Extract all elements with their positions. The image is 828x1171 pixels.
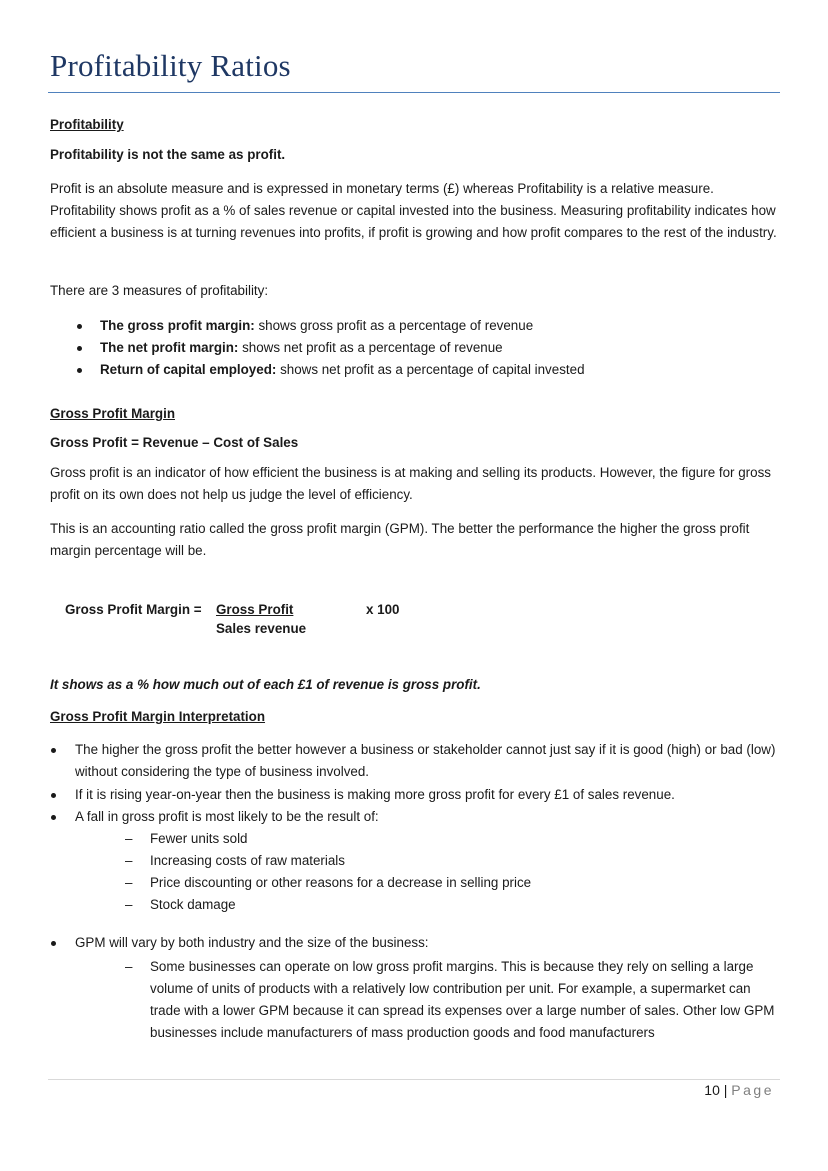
sub-list-item: Fewer units sold [150, 831, 248, 846]
gpm-paragraph-1: Gross profit is an indicator of how efficient the business is at making and selling its products. However, the figure for gross profit on its own does not help us judge the level of efficiency. [50, 465, 771, 502]
sub-list-item: Some businesses can operate on low gross profit margins. This is because they rely on selling a large volume of units of products with a relatively low contribution per unit. For example, a supermarket can trade with a lower GPM because it can spread its expenses over a large number of sales. Other low GPM businesses include manufacturers of mass production goods and food manufacturers [150, 959, 775, 1040]
dash-icon: – [125, 853, 133, 868]
list-item [100, 337, 780, 359]
measure-desc: shows net profit as a percentage of capital invested [276, 362, 585, 377]
measures-intro: There are 3 measures of profitability: [50, 283, 269, 298]
measure-desc: shows gross profit as a percentage of revenue [254, 318, 534, 333]
bullet-icon [51, 941, 56, 946]
section-heading-profitability: Profitability [50, 117, 124, 132]
measure-term: The net profit margin: [100, 340, 239, 355]
measures-list [100, 315, 780, 381]
bullet-icon [77, 368, 82, 373]
page-number: 10 [704, 1082, 720, 1098]
bullet-icon [51, 748, 56, 753]
list-item: The higher the gross profit the better however a business or stakeholder cannot just say if it is good (high) or bad (low) without considering the type of business involved. [75, 742, 776, 779]
formula-multiplier: x 100 [366, 602, 400, 617]
title-underline [48, 92, 780, 93]
section-heading-interpretation: Gross Profit Margin Interpretation [50, 709, 266, 724]
bullet-icon [77, 346, 82, 351]
page-title: Profitability Ratios [50, 48, 291, 83]
gpm-note: It shows as a % how much out of each £1 of revenue is gross profit. [50, 677, 481, 692]
page-label: Page [731, 1082, 774, 1098]
list-item [100, 315, 780, 337]
formula-denominator: Sales revenue [216, 621, 307, 636]
section-heading-gpm: Gross Profit Margin [50, 406, 175, 421]
dash-icon: – [125, 831, 133, 846]
gross-profit-formula-line: Gross Profit = Revenue – Cost of Sales [50, 435, 299, 450]
measure-term: The gross profit margin: [100, 318, 255, 333]
bullet-icon [77, 324, 82, 329]
profitability-subheading: Profitability is not the same as profit. [50, 147, 286, 162]
sub-list-item: Stock damage [150, 897, 236, 912]
measure-term: Return of capital employed: [100, 362, 277, 377]
formula-numerator: Gross Profit [216, 602, 294, 617]
measure-desc: shows net profit as a percentage of revenue [238, 340, 503, 355]
footer-separator: | [723, 1082, 728, 1098]
list-item: GPM will vary by both industry and the size of the business: [75, 935, 429, 950]
bullet-icon [51, 793, 56, 798]
profitability-paragraph: Profit is an absolute measure and is expressed in monetary terms (£) whereas Profitability is a relative measure. Profitability shows profit as a % of sales revenue or capital invested into the business. Measuring profitability indicates how efficient a business is at turning revenues into profits, if profit is growing and how profit compares to the rest of the industry. [50, 181, 777, 240]
gpm-paragraph-2: This is an accounting ratio called the gross profit margin (GPM). The better the performance the higher the gross profit margin percentage will be. [50, 521, 750, 558]
footer-divider [48, 1079, 780, 1080]
dash-icon: – [125, 875, 133, 890]
dash-icon: – [125, 959, 133, 974]
page-footer [704, 1082, 774, 1098]
list-item [100, 359, 780, 381]
list-item: A fall in gross profit is most likely to be the result of: [75, 809, 379, 824]
bullet-icon [51, 815, 56, 820]
dash-icon: – [125, 897, 133, 912]
sub-list-item: Increasing costs of raw materials [150, 853, 345, 868]
sub-list-item: Price discounting or other reasons for a decrease in selling price [150, 875, 532, 890]
list-item: If it is rising year-on-year then the business is making more gross profit for every £1 of sales revenue. [75, 787, 675, 802]
formula-label: Gross Profit Margin = [65, 602, 202, 617]
